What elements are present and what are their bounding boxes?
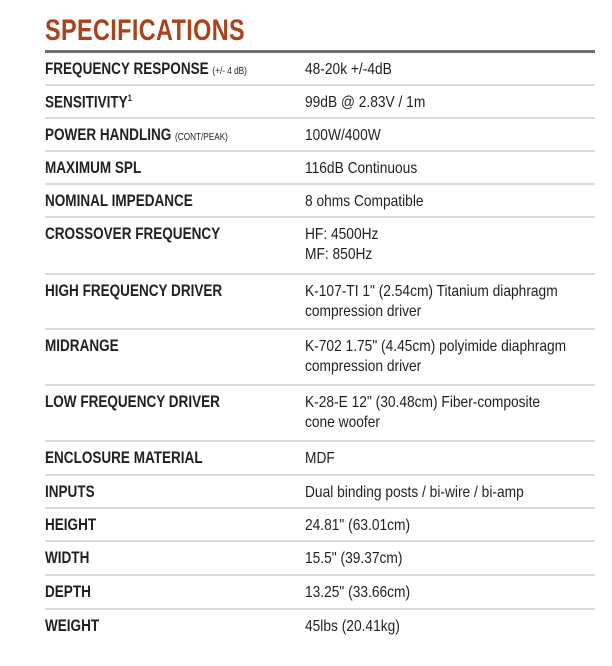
spec-value — [305, 330, 609, 384]
spec-label-note: (+/- 4 dB) — [212, 66, 247, 77]
spec-row — [45, 119, 595, 152]
spec-label-text: DEPTH — [45, 583, 91, 601]
spec-row — [45, 509, 595, 542]
spec-value — [305, 386, 595, 440]
spec-value-line: compression driver — [305, 303, 422, 320]
spec-value — [305, 576, 595, 608]
spec-value-line: 116dB Continuous — [305, 160, 418, 177]
spec-row — [45, 218, 595, 275]
spec-value — [305, 218, 595, 273]
spec-label-text: CROSSOVER FREQUENCY — [45, 225, 221, 243]
spec-value — [305, 119, 595, 150]
spec-value-line: 8 ohms Compatible — [305, 193, 424, 210]
spec-row — [45, 476, 595, 509]
spec-label-text: FREQUENCY RESPONSE — [45, 60, 209, 78]
spec-value-line: 48-20k +/-4dB — [305, 61, 392, 78]
spec-value-line: cone woofer — [305, 414, 380, 431]
spec-value-line: K-702 1.75" (4.45cm) polyimide diaphragm — [305, 338, 567, 355]
spec-label-text: WEIGHT — [45, 617, 100, 635]
spec-label-text: MAXIMUM SPL — [45, 159, 142, 177]
spec-label — [45, 53, 305, 84]
spec-row — [45, 330, 595, 386]
spec-value-line: MDF — [305, 450, 335, 467]
spec-label-text: WIDTH — [45, 549, 90, 567]
spec-value-line: compression driver — [305, 358, 422, 375]
spec-label — [45, 442, 305, 474]
spec-value-line: 13.25" (33.66cm) — [305, 584, 411, 601]
spec-value — [305, 185, 595, 216]
spec-row — [45, 185, 595, 218]
spec-label — [45, 476, 305, 507]
spec-value — [305, 542, 595, 574]
spec-value-line: HF: 4500Hz — [305, 226, 379, 243]
spec-value-line: K-107-TI 1" (2.54cm) Titanium diaphragm — [305, 283, 558, 300]
spec-row — [45, 576, 595, 610]
spec-value-line: 15.5" (39.37cm) — [305, 550, 403, 567]
spec-row — [45, 442, 595, 476]
spec-label-text: ENCLOSURE MATERIAL — [45, 449, 203, 467]
spec-label-text: INPUTS — [45, 483, 95, 501]
spec-value-line: 24.81" (63.01cm) — [305, 517, 411, 534]
spec-row — [45, 275, 595, 330]
spec-value — [305, 442, 595, 474]
spec-label — [45, 610, 305, 644]
spec-value — [305, 509, 595, 540]
spec-value-line: 45lbs (20.41kg) — [305, 618, 400, 635]
spec-label-text: LOW FREQUENCY DRIVER — [45, 393, 220, 411]
spec-label-text: POWER HANDLING — [45, 126, 172, 144]
spec-label — [45, 330, 305, 384]
spec-table — [45, 50, 595, 644]
spec-label — [45, 542, 305, 574]
spec-value — [305, 53, 595, 84]
spec-label — [45, 86, 305, 117]
spec-value-line: MF: 850Hz — [305, 246, 373, 263]
spec-label-text: HEIGHT — [45, 516, 97, 534]
spec-value — [305, 275, 599, 328]
spec-label — [45, 119, 305, 150]
spec-label — [45, 185, 305, 216]
spec-value-line: Dual binding posts / bi-wire / bi-amp — [305, 484, 524, 501]
spec-row — [45, 542, 595, 576]
spec-value — [305, 476, 595, 507]
spec-label — [45, 386, 305, 440]
spec-value-line: 99dB @ 2.83V / 1m — [305, 94, 426, 111]
spec-row — [45, 610, 595, 644]
spec-row — [45, 152, 595, 185]
spec-label-text: NOMINAL IMPEDANCE — [45, 192, 193, 210]
spec-value — [305, 152, 595, 183]
page-title: SPECIFICATIONS — [45, 14, 246, 47]
spec-label-text: HIGH FREQUENCY DRIVER — [45, 282, 223, 300]
spec-label-note: (CONT/PEAK) — [175, 132, 228, 143]
spec-row — [45, 386, 595, 442]
spec-label — [45, 275, 305, 328]
spec-label-text: MIDRANGE — [45, 337, 119, 355]
spec-label — [45, 509, 305, 540]
spec-value — [305, 610, 595, 644]
spec-row — [45, 86, 595, 119]
spec-value-line: K-28-E 12" (30.48cm) Fiber-composite — [305, 394, 541, 411]
spec-value — [305, 86, 595, 117]
spec-label — [45, 576, 305, 608]
spec-row — [45, 53, 595, 86]
spec-label — [45, 218, 305, 273]
footnote-marker: 1 — [127, 93, 132, 103]
spec-value-line: 100W/400W — [305, 127, 381, 144]
spec-label — [45, 152, 305, 183]
spec-label-text: SENSITIVITY — [45, 93, 128, 112]
